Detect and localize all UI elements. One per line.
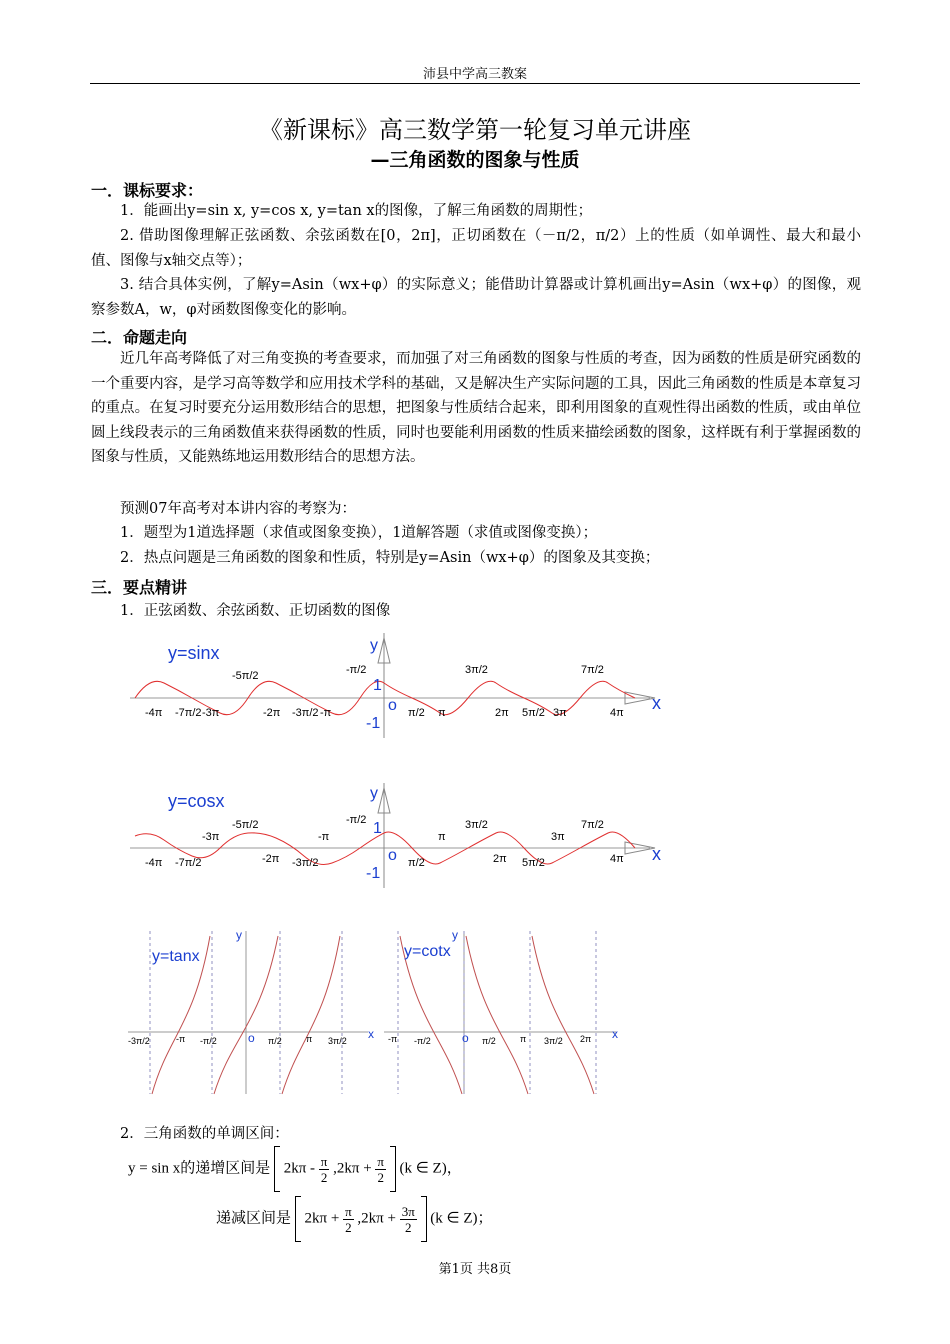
- formula-label: 递减区间是: [216, 1210, 292, 1227]
- right-bracket: [421, 1196, 427, 1242]
- right-bracket: [390, 1146, 396, 1192]
- tick-top: π: [438, 831, 446, 843]
- formula-condition: (k ∈ Z)，: [399, 1160, 462, 1177]
- origin-label: o: [388, 847, 397, 864]
- tick-top: -π/2: [346, 664, 367, 676]
- formula-term: ,2kπ +: [357, 1210, 396, 1227]
- tick-bottom: -4π: [145, 707, 163, 719]
- fraction: $\frac{3\pi}{2}$: [401, 1203, 415, 1235]
- tick-bottom: -7π/2: [175, 857, 202, 869]
- tick-bottom: -π: [320, 707, 332, 719]
- increasing-interval-formula: [128, 1146, 462, 1192]
- tick-bottom: 5π/2: [522, 707, 545, 719]
- x-axis-label: x: [652, 844, 661, 864]
- section-3-item-2: 2．三角函数的单调区间：: [120, 1126, 289, 1142]
- tick-bottom: 3π: [553, 707, 567, 719]
- graph-label: y=tanx: [152, 948, 200, 965]
- tick-top: 3π: [551, 831, 565, 843]
- section-2-para-2: 预测07年高考对本讲内容的考察为：: [120, 501, 356, 517]
- tick-top: 3π/2: [465, 664, 488, 676]
- tick: -π: [388, 1034, 398, 1044]
- tick-top: 7π/2: [581, 664, 604, 676]
- section-1-para-1: 1．能画出y=sin x, y=cos x, y=tan x的图像，了解三角函数的周期性；: [120, 203, 593, 219]
- section-2-para-3: 1．题型为1道选择题（求值或图象变换），1道解答题（求值或图像变换）；: [120, 525, 598, 541]
- left-bracket: [295, 1196, 301, 1242]
- section-3-heading: 三．要点精讲: [91, 578, 188, 597]
- decreasing-interval-formula: [216, 1196, 493, 1242]
- tick-bottom: 4π: [610, 853, 624, 865]
- x-axis-label: x: [368, 1027, 374, 1041]
- formula-term: 2kπ +: [304, 1210, 340, 1227]
- tick: -3π/2: [128, 1036, 150, 1046]
- y-axis-label: y: [236, 928, 242, 942]
- y-axis-label: y: [370, 637, 378, 654]
- document-subtitle: —三角函数的图象与性质: [370, 149, 580, 171]
- origin-label: o: [388, 697, 397, 714]
- tick-bottom: π: [438, 707, 446, 719]
- graph-label: y=cosx: [168, 791, 225, 811]
- graph-label: y=cotx: [404, 943, 451, 960]
- minus-one-label: -1: [366, 715, 381, 732]
- tick: π/2: [268, 1036, 282, 1046]
- tick-top: -π: [318, 831, 330, 843]
- fraction: $\frac{\pi}{2}$: [320, 1153, 328, 1185]
- left-bracket: [274, 1146, 280, 1192]
- tick: π/2: [482, 1036, 496, 1046]
- tangent-graph: [128, 926, 378, 1096]
- tick-bottom: -3π/2: [292, 857, 319, 869]
- cotangent-graph: [384, 926, 629, 1096]
- one-label: 1: [373, 820, 382, 837]
- minus-one-label: -1: [366, 865, 381, 882]
- graph-label: y=sinx: [168, 643, 220, 663]
- y-axis-label: y: [452, 928, 458, 942]
- section-2-para-4: 2．热点问题是三角函数的图象和性质，特别是y=Asin（wx+φ）的图象及其变换；: [120, 550, 660, 566]
- formula-term: ,2kπ +: [333, 1160, 372, 1177]
- tick-bottom: 2π: [493, 853, 507, 865]
- tick-bottom: -2π: [263, 707, 281, 719]
- tick-top: -3π: [202, 831, 220, 843]
- tick-bottom: 2π: [495, 707, 509, 719]
- origin-label: o: [248, 1031, 255, 1045]
- y-axis-label: y: [370, 785, 378, 802]
- tick: π: [306, 1034, 313, 1044]
- tick: 2π: [580, 1034, 592, 1044]
- formula-label: y = sin x的递增区间是: [128, 1160, 271, 1177]
- x-axis-label: x: [652, 693, 661, 713]
- formula-condition: (k ∈ Z)；: [430, 1210, 493, 1227]
- section-2-para-1: 近几年高考降低了对三角变换的考查要求，而加强了对三角函数的图象与性质的考查，因为函数的性质是研究函数的一个重要内容，是学习高等数学和应用技术学科的基础，又是解决生产实际问题的工具，因此三角函数的性质是本章复习的重点。在复习时要充分运用数形结合的思想，把图象与性质结合起来，即利用图象的直观性得出函数的性质，或由单位圆上线段表示的三角函数值来获得函数的性质，同时也要能利用函数的性质来描绘函数的图象，这样既有利于掌握函数的图象与性质，又能熟练地运用数形结合的思想方法。: [91, 351, 861, 465]
- fraction: $\frac{\pi}{2}$: [377, 1153, 384, 1185]
- tick: 3π/2: [328, 1036, 347, 1046]
- formula-term: 2kπ -: [283, 1160, 316, 1177]
- tick-bottom: -2π: [262, 853, 280, 865]
- section-1-para-2: 2. 借助图像理解正弦函数、余弦函数在[0，2π]，正切函数在（－π/2，π/2）上的性质（如单调性、最大和最小值、图像与x轴交点等）；: [91, 228, 861, 269]
- tick-bottom: 5π/2: [522, 857, 545, 869]
- header-divider: [90, 83, 860, 84]
- tick-top: 3π/2: [465, 819, 488, 831]
- tick-bottom: -7π/2: [175, 707, 202, 719]
- tick-bottom: π/2: [408, 707, 425, 719]
- tick: -π/2: [200, 1036, 217, 1046]
- tick-bottom: 4π: [610, 707, 624, 719]
- fraction: $\frac{\pi}{2}$: [345, 1203, 352, 1235]
- document-title: 《新课标》高三数学第一轮复习单元讲座: [259, 116, 691, 144]
- one-label: 1: [373, 677, 382, 694]
- tick-bottom: -4π: [145, 857, 163, 869]
- tick-bottom: -3π/2: [292, 707, 319, 719]
- tick-top: -π/2: [346, 814, 367, 826]
- tick: -π: [176, 1034, 186, 1044]
- section-1-heading: 一．课标要求：: [91, 181, 204, 200]
- tick-bottom: π/2: [408, 857, 425, 869]
- tick-bottom: -3π: [202, 707, 220, 719]
- tick: 3π/2: [544, 1036, 563, 1046]
- origin-label: o: [462, 1031, 469, 1045]
- x-axis-label: x: [612, 1027, 618, 1041]
- tick-top: -5π/2: [232, 819, 259, 831]
- tick-top: 7π/2: [581, 819, 604, 831]
- page-header: 沛县中学高三教案: [422, 67, 527, 82]
- cosine-graph: [120, 778, 680, 893]
- tick: -π/2: [414, 1036, 431, 1046]
- page-footer: 第1页 共8页: [438, 1262, 512, 1277]
- tick: π: [520, 1034, 527, 1044]
- tick-top: -5π/2: [232, 670, 259, 682]
- section-2-heading: 二．命题走向: [91, 328, 188, 347]
- section-1-para-3: 3. 结合具体实例，了解y=Asin（wx+φ）的实际意义；能借助计算器或计算机画出y=Asin（wx+φ）的图像，观察参数A，w，φ对函数图像变化的影响。: [91, 277, 861, 318]
- sine-graph: [120, 628, 680, 743]
- section-3-item-1: 1．正弦函数、余弦函数、正切函数的图像: [120, 603, 391, 619]
